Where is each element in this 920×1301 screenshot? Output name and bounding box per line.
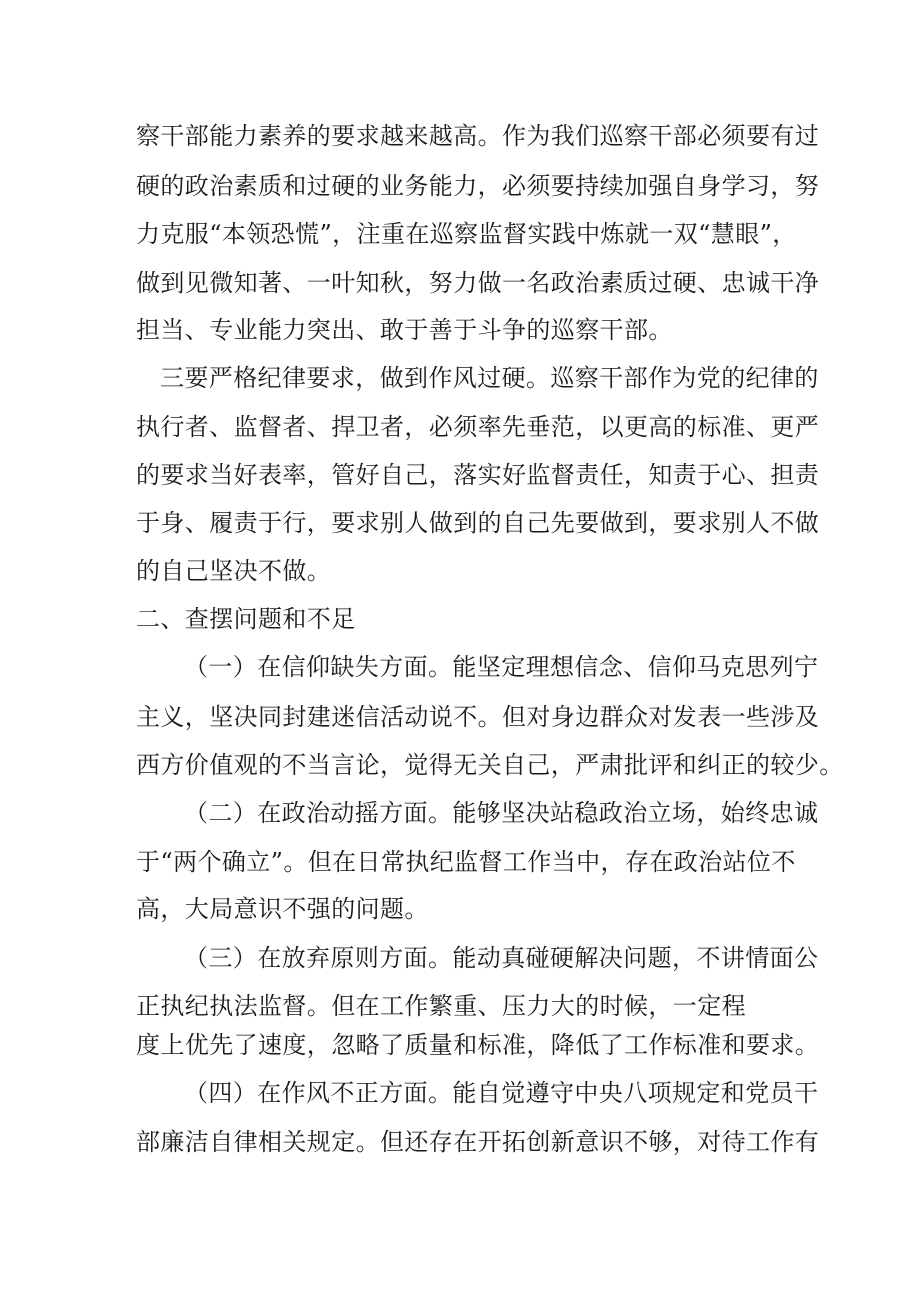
text-line: 主义，坚决同封建迷信活动说不。但对身边群众对发表一些涉及: [136, 703, 820, 731]
text-line: 高，大局意识不强的问题。: [136, 895, 429, 923]
text-line: 三要严格纪律要求，做到作风过硬。巡察干部作为党的纪律的: [160, 364, 819, 392]
text-line: 西方价值观的不当言论，觉得无关自己，严肃批评和纠正的较少。: [136, 751, 844, 779]
text-line: （二）在政治动摇方面。能够坚决站稳政治立场，始终忠诚: [184, 799, 819, 827]
text-line: 于身、履责于行，要求别人做到的自己先要做到，要求别人不做: [136, 509, 820, 537]
text-line: （一）在信仰缺失方面。能坚定理想信念、信仰马克思列宁: [184, 653, 819, 681]
text-line: 的要求当好表率，管好自己，落实好监督责任，知责于心、担责: [136, 461, 820, 489]
text-line: （三）在放弃原则方面。能动真碰硬解决问题，不讲情面公: [184, 944, 819, 972]
text-line: 做到见微知著、一叶知秋，努力做一名政治素质过硬、忠诚干净: [136, 269, 820, 297]
text-line: 察干部能力素养的要求越来越高。作为我们巡察干部必须要有过: [136, 122, 820, 150]
text-line: 执行者、监督者、捍卫者，必须率先垂范，以更高的标准、更严: [136, 413, 820, 441]
text-line: 硬的政治素质和过硬的业务能力，必须要持续加强自身学习，努: [136, 172, 820, 200]
text-line: 担当、专业能力突出、敢于善于斗争的巡察干部。: [136, 316, 673, 344]
text-line: 的自己坚决不做。: [136, 557, 332, 585]
text-line: 正执纪执法监督。但在工作繁重、压力大的时候，一定程: [136, 992, 746, 1020]
section-heading: 二、查摆问题和不足: [136, 605, 356, 633]
text-line: 于“两个确立”。但在日常执纪监督工作当中，存在政治站位不: [136, 848, 796, 876]
text-line: 度上优先了速度，忽略了质量和标准，降低了工作标准和要求。: [136, 1031, 820, 1059]
text-line: 部廉洁自律相关规定。但还存在开拓创新意识不够，对待工作有: [136, 1128, 820, 1156]
text-line: 力克服“本领恐慌”，注重在巡察监督实践中炼就一双“慧眼”，: [136, 220, 797, 248]
text-line: （四）在作风不正方面。能自觉遵守中央八项规定和党员干: [184, 1079, 819, 1107]
